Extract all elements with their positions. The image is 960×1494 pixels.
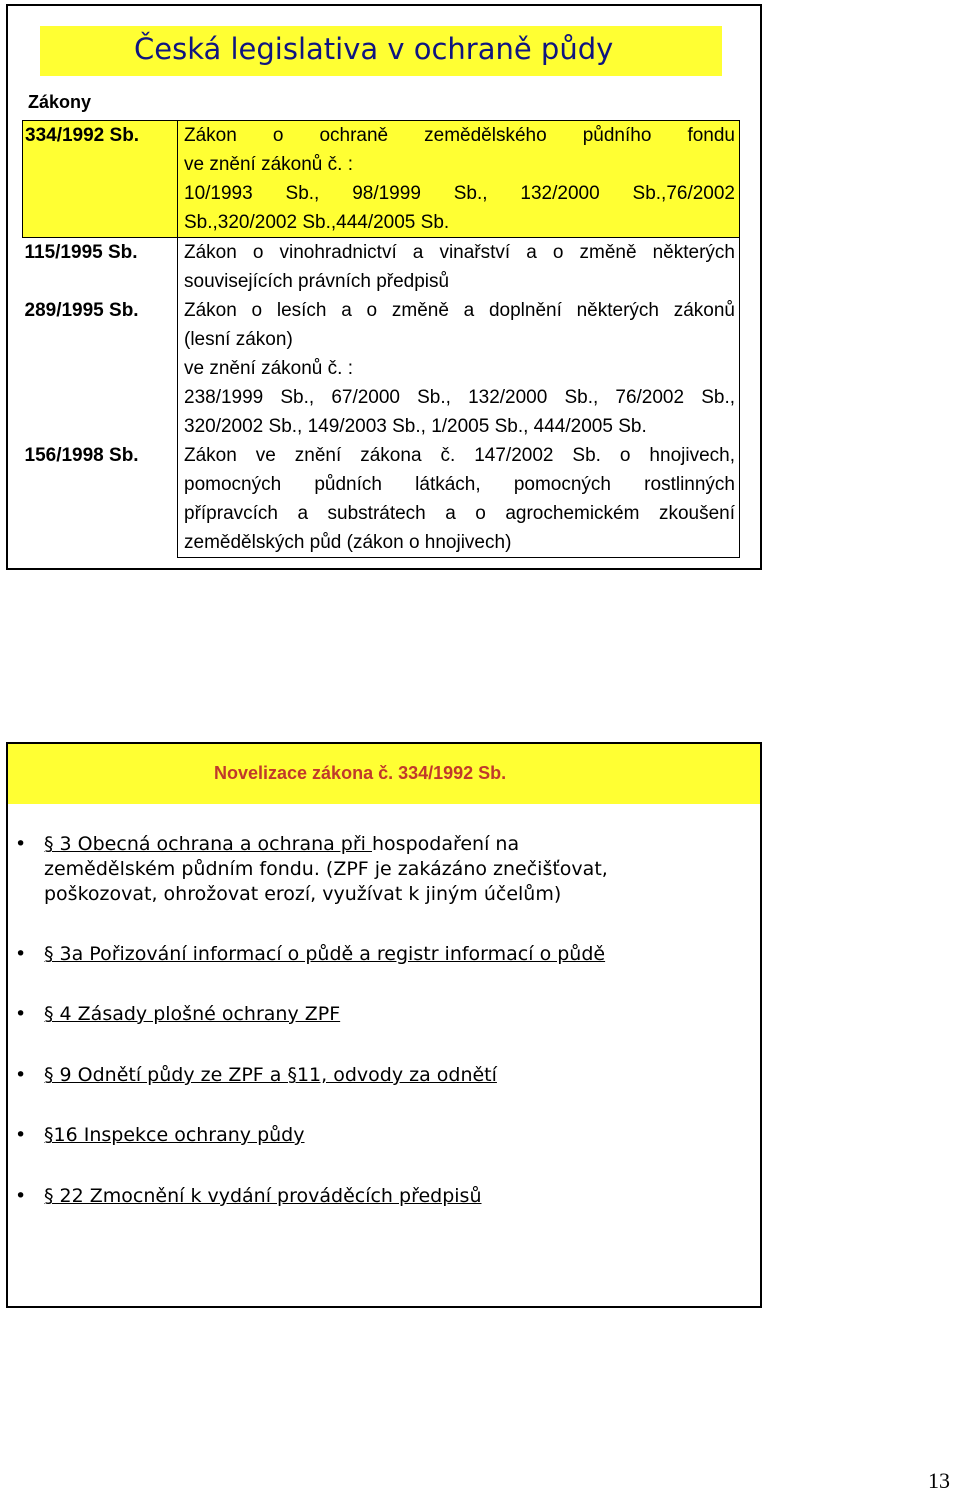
law-row — [23, 121, 740, 238]
law-text-line: ve znění zákonů č. : — [184, 154, 353, 175]
slide-amendment — [6, 742, 762, 1308]
law-row — [23, 238, 740, 297]
section-link[interactable]: § 3a Pořizování informací o půdě a registr informací o půdě — [44, 943, 606, 965]
law-text-line: Zákon ve znění zákona č. 147/2002 Sb. o hnojivech, — [184, 445, 735, 466]
law-description — [178, 441, 740, 558]
law-text-line: 238/1999 Sb., 67/2000 Sb., 132/2000 Sb., 76/2002 Sb., — [184, 387, 735, 408]
law-text-line: 320/2002 Sb., 149/2003 Sb., 1/2005 Sb., 444/2005 Sb. — [184, 416, 647, 437]
law-description — [178, 238, 740, 297]
section-description: hospodaření na zemědělském půdním fondu. (ZPF je zakázáno znečišťovat, poškozovat, ohrožovat erozí, využívat k jiným účelům) — [44, 833, 608, 905]
law-text-line: Zákon o vinohradnictví a vinařství a o změně některých — [184, 242, 735, 263]
section-item — [8, 832, 628, 907]
slide-title: Česká legislativa v ochraně půdy — [40, 26, 722, 76]
law-text-line: Zákon o lesích a o změně a doplnění některých zákonů — [184, 300, 735, 321]
law-description — [178, 296, 740, 441]
section-label: Zákony — [28, 92, 92, 112]
section-item — [8, 1184, 708, 1209]
law-text-line: Sb.,320/2002 Sb.,444/2005 Sb. — [184, 212, 450, 233]
law-text-line: pomocných půdních látkách, pomocných rostlinných — [184, 474, 735, 495]
law-text-line: přípravcích a substrátech a o agrochemickém zkoušení — [184, 503, 735, 524]
law-text-line: 10/1993 Sb., 98/1999 Sb., 132/2000 Sb.,76/2002 — [184, 183, 735, 204]
laws-table — [22, 120, 740, 558]
subtitle-banner — [8, 744, 760, 804]
page-number: 13 — [928, 1468, 950, 1493]
law-text-line: zemědělských půd (zákon o hnojivech) — [184, 532, 512, 553]
section-item — [8, 1002, 708, 1027]
law-number: 334/1992 Sb. — [23, 121, 178, 238]
law-number: 115/1995 Sb. — [24, 242, 138, 263]
section-link[interactable]: § 4 Zásady plošné ochrany ZPF — [44, 1003, 341, 1025]
law-text-line: Zákon o ochraně zemědělského půdního fondu — [184, 125, 735, 146]
bullet-icon: • — [15, 1185, 27, 1207]
slide-laws — [6, 4, 762, 570]
bullet-icon: • — [15, 833, 27, 855]
law-text-line: souvisejících právních předpisů — [184, 271, 450, 292]
bullet-icon: • — [15, 1003, 27, 1025]
section-item — [8, 942, 708, 967]
section-link[interactable]: § 9 Odnětí půdy ze ZPF a §11, odvody za odnětí — [44, 1064, 497, 1086]
subtitle: Novelizace zákona č. 334/1992 Sb. — [214, 763, 507, 783]
section-link[interactable]: § 3 Obecná ochrana a ochrana při — [44, 833, 373, 855]
section-link[interactable]: §16 Inspekce ochrany půdy — [44, 1124, 305, 1146]
law-text-line: (lesní zákon) — [184, 329, 293, 350]
law-row — [23, 441, 740, 558]
bullet-icon: • — [15, 1064, 27, 1086]
law-description — [178, 121, 740, 238]
law-row — [23, 296, 740, 441]
bullet-icon: • — [15, 943, 27, 965]
bullet-icon: • — [15, 1124, 27, 1146]
section-item — [8, 1063, 708, 1088]
section-item — [8, 1123, 708, 1148]
law-number: 289/1995 Sb. — [24, 300, 139, 321]
section-link[interactable]: § 22 Zmocnění k vydání prováděcích předpisů — [44, 1185, 482, 1207]
law-text-line: ve znění zákonů č. : — [184, 358, 353, 379]
law-number: 156/1998 Sb. — [24, 445, 139, 466]
